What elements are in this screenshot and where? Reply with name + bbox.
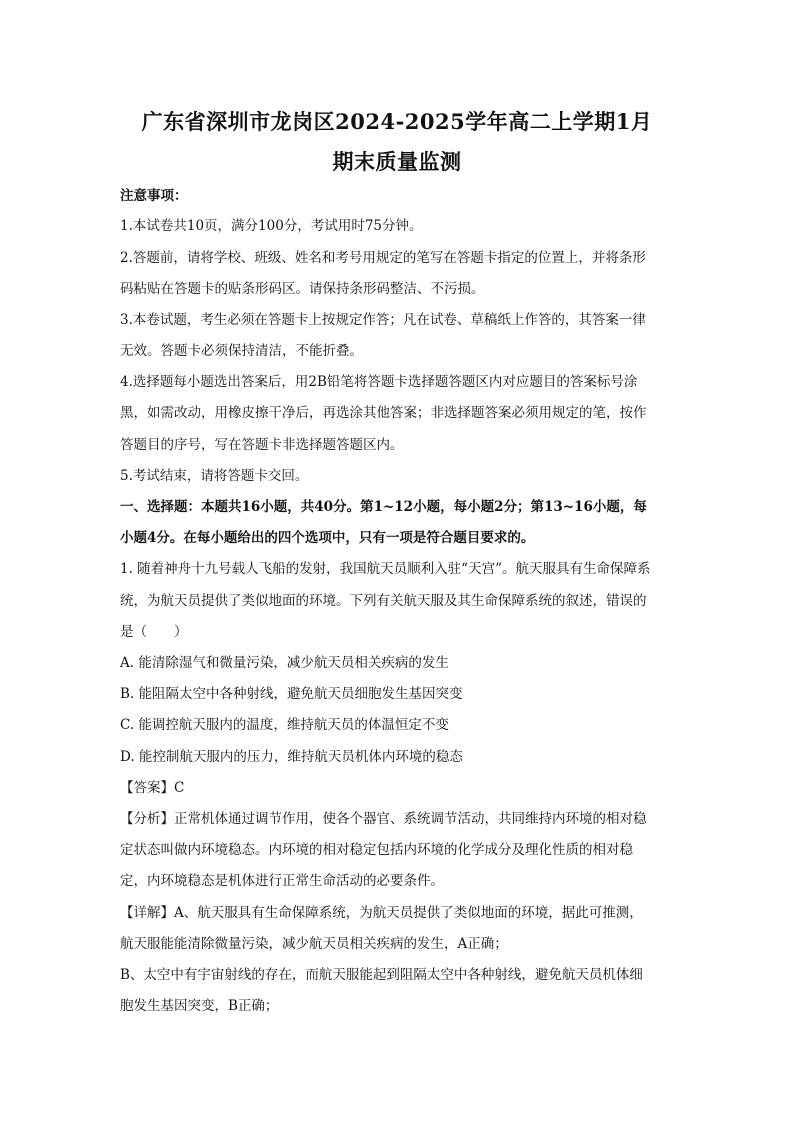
notice-heading: 注意事项：	[120, 188, 188, 204]
analysis-line-2: 定状态叫做内环境稳态。内环境的相对稳定包括内环境的化学成分及理化性质的相对稳	[120, 842, 633, 858]
option-c: C. 能调控航天服内的温度，维持航天员的体温恒定不变	[120, 717, 449, 733]
detail-line-3: B、太空中有宇宙射线的存在，而航天服能起到阻隔太空中各种射线，避免航天员机体细	[120, 967, 643, 983]
section-heading: 一、选择题：本题共16小题，共40分。第1~12小题，每小题2分；第13~16小题，每	[120, 499, 647, 515]
notice-item-3-cont: 无效。答题卡必须保持清洁，不能折叠。	[120, 343, 363, 359]
notice-item-2: 2.答题前，请将学校、班级、姓名和考号用规定的笔写在答题卡指定的位置上，并将条形	[120, 250, 646, 266]
answer-line: 【答案】C	[120, 780, 185, 796]
question-stem: 1. 随着神舟十九号载人飞船的发射，我国航天员顺利入驻“天宫”。航天服具有生命保障系	[120, 561, 651, 577]
question-stem-end: 是（ ）	[120, 624, 188, 640]
notice-item-3: 3.本卷试题，考生必须在答题卡上按规定作答；凡在试卷、草稿纸上作答的，其答案一律	[120, 312, 646, 328]
detail-line-1: 【详解】A、航天服具有生命保障系统，为航天员提供了类似地面的环境，据此可推测，	[120, 905, 643, 921]
notice-item-2-cont: 码粘贴在答题卡的贴条形码区。请保持条形码整洁、不污损。	[120, 281, 485, 297]
section-heading-cont: 小题4分。在每小题给出的四个选项中，只有一项是符合题目要求的。	[120, 530, 535, 546]
option-b: B. 能阻隔太空中各种射线，避免航天员细胞发生基因突变	[120, 686, 463, 702]
notice-item-4-cont2: 答题目的序号，写在答题卡非选择题答题区内。	[120, 437, 404, 453]
notice-item-4-cont: 黑，如需改动，用橡皮擦干净后，再选涂其他答案；非选择题答案必须用规定的笔，按作	[120, 405, 647, 421]
document-subtitle: 期末质量监测	[332, 149, 462, 174]
analysis-line-3: 定，内环境稳态是机体进行正常生命活动的必要条件。	[120, 873, 444, 889]
option-d: D. 能控制航天服内的压力，维持航天员机体内环境的稳态	[120, 749, 463, 765]
notice-item-5: 5.考试结束，请将答题卡交回。	[120, 468, 309, 484]
detail-line-2: 航天服能能清除微量污染，减少航天员相关疾病的发生，A正确；	[120, 936, 508, 952]
notice-item-4: 4.选择题每小题选出答案后，用2B铅笔将答题卡选择题答题区内对应题目的答案标号涂	[120, 374, 638, 390]
notice-item-1: 1.本试卷共10页，满分100分，考试用时75分钟。	[120, 218, 423, 234]
analysis-line-1: 【分析】正常机体通过调节作用，使各个器官、系统调节活动，共同维持内环境的相对稳	[120, 811, 647, 827]
document-title: 广东省深圳市龙岗区2024-2025学年高二上学期1月	[141, 109, 653, 134]
detail-line-4: 胞发生基因突变，B正确；	[120, 998, 279, 1014]
question-stem-cont: 统，为航天员提供了类似地面的环境。下列有关航天服及其生命保障系统的叙述，错误的	[120, 593, 647, 609]
option-a: A. 能清除湿气和微量污染，减少航天员相关疾病的发生	[120, 655, 449, 671]
